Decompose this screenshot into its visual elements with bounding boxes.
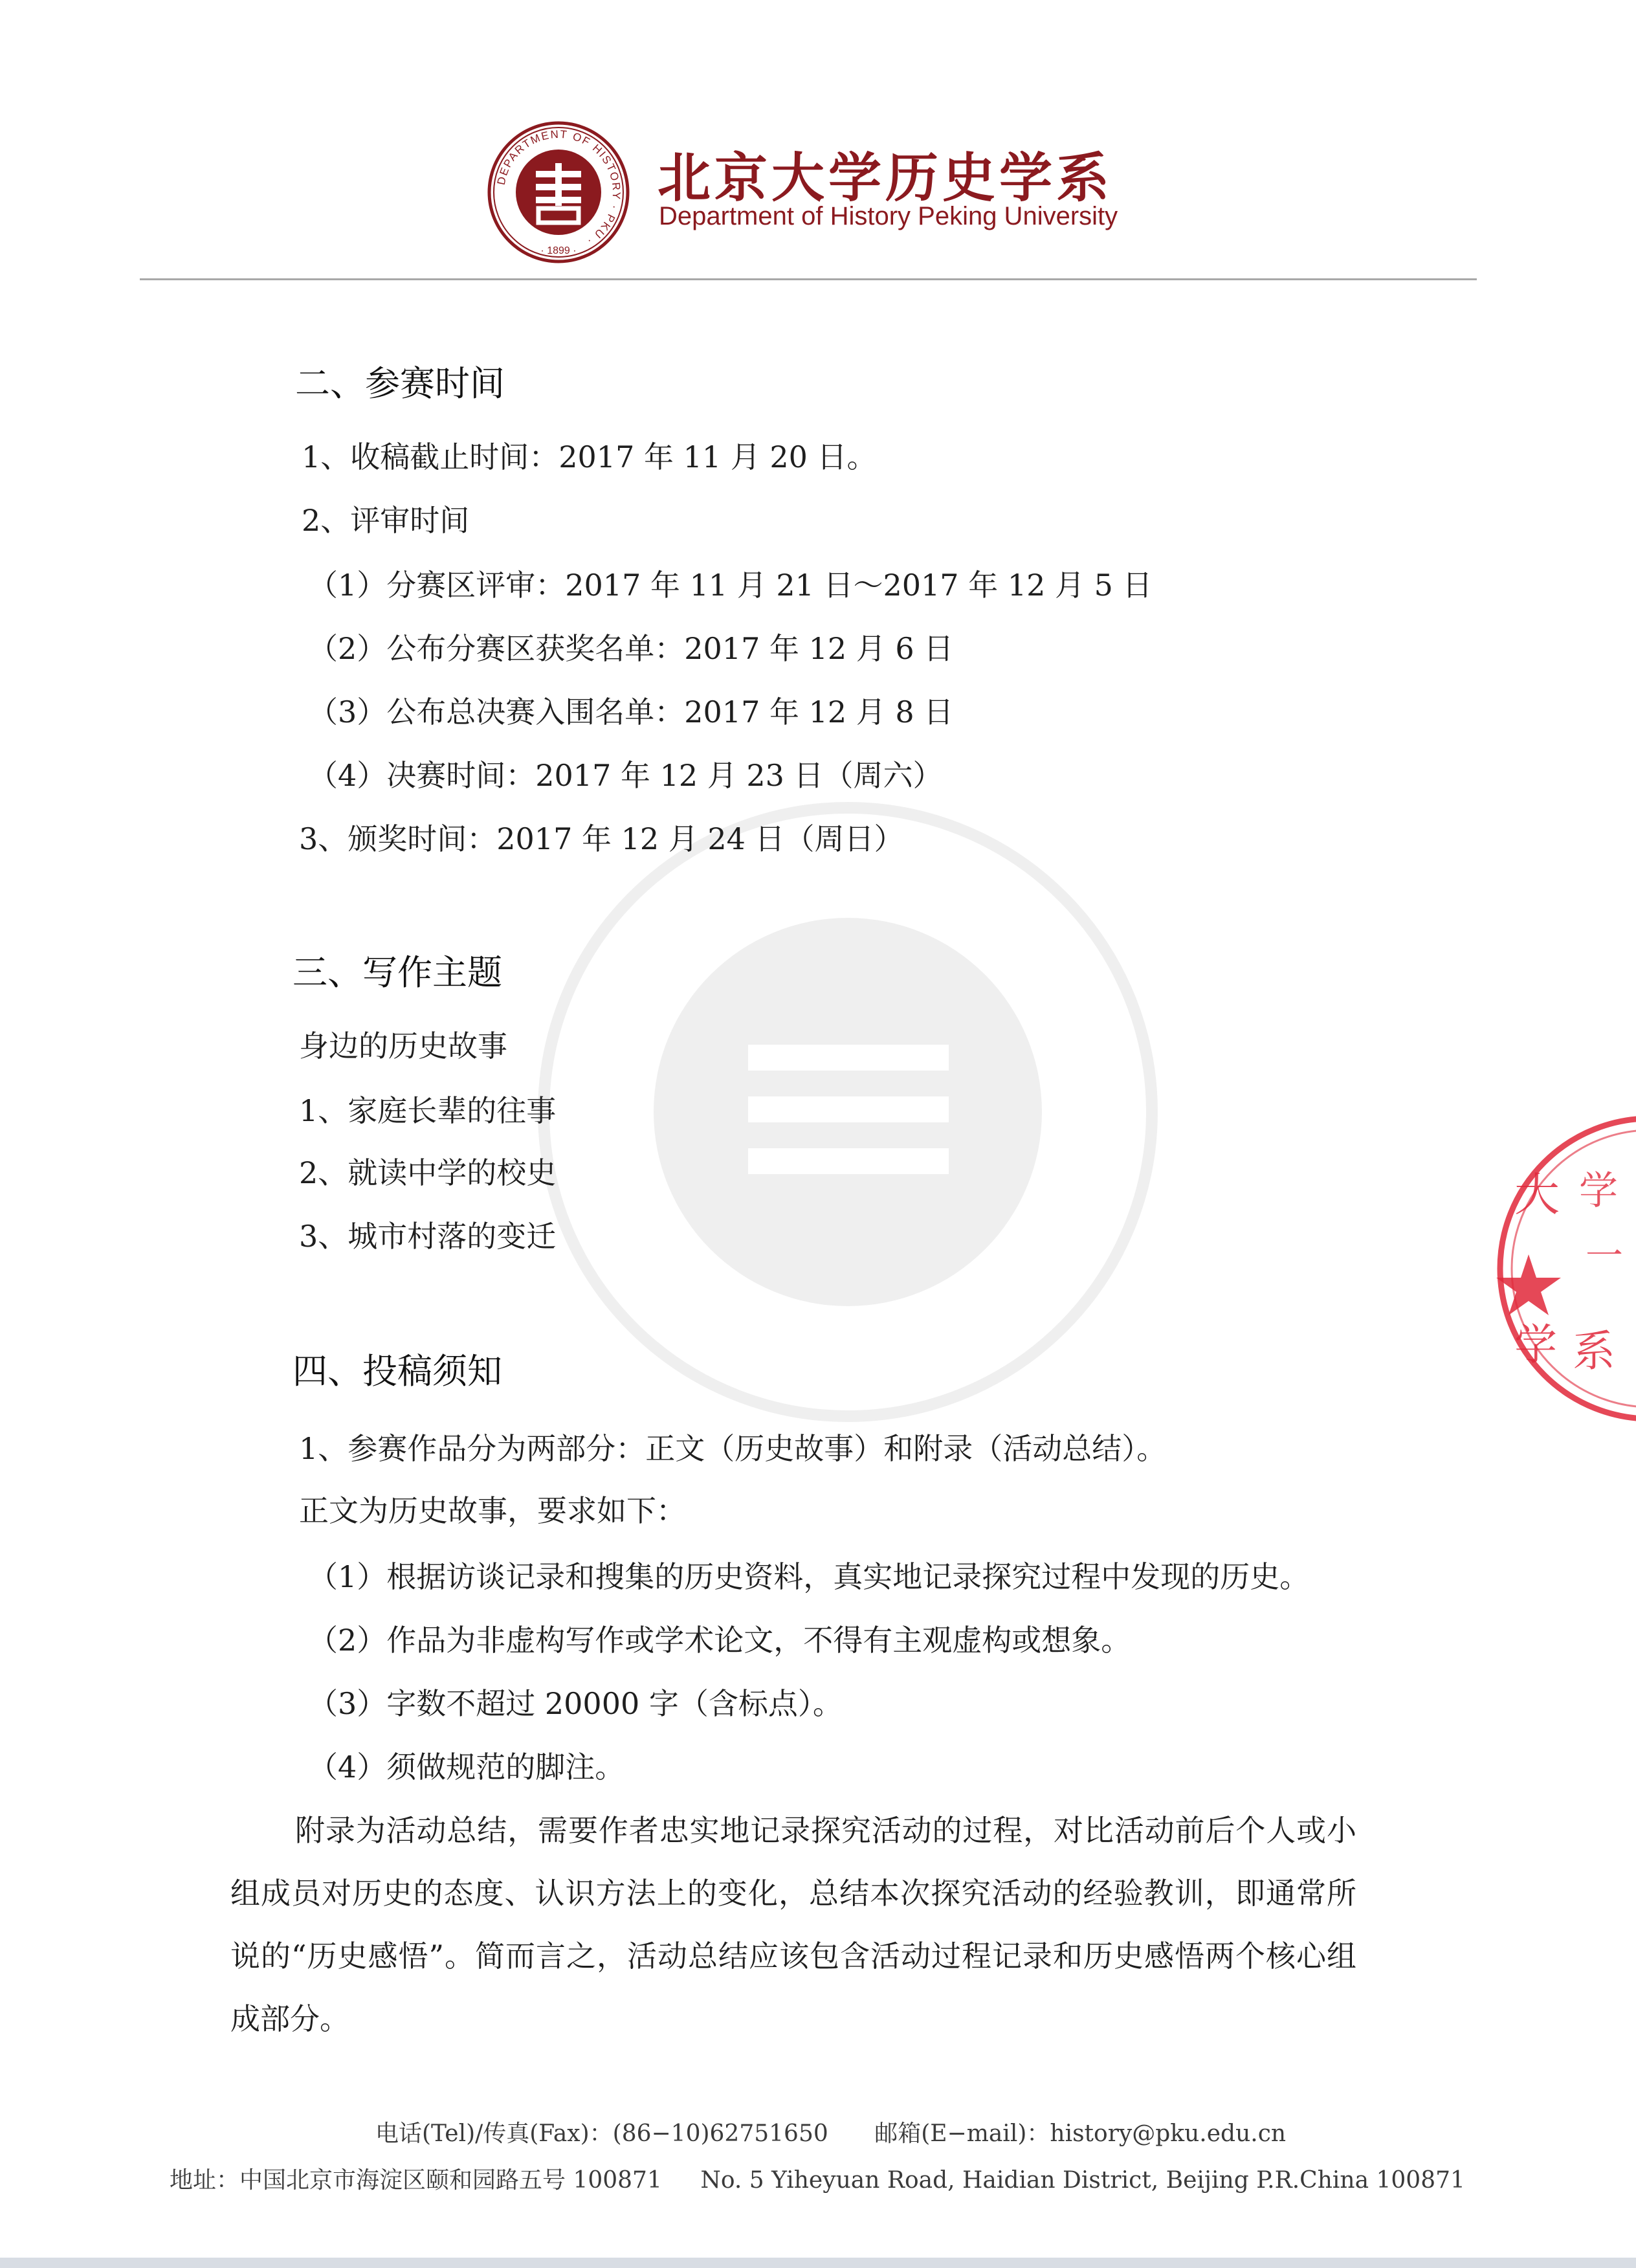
department-title-cn: 北京大学历史学系 — [658, 148, 1114, 209]
list-item: （1）分赛区评审：2017 年 11 月 21 日～2017 年 12 月 5 日 — [308, 568, 1153, 603]
list-item: 2、就读中学的校史 — [299, 1155, 557, 1190]
list-item: 1、参赛作品分为两部分：正文（历史故事）和附录（活动总结）。 — [299, 1431, 1167, 1466]
svg-text:DEPARTMENT OF HISTORY · PKU ·: DEPARTMENT OF HISTORY · PKU · — [494, 128, 623, 248]
list-item: （3）公布总决赛入围名单：2017 年 12 月 8 日 — [308, 695, 954, 729]
official-red-stamp — [1488, 1113, 1636, 1424]
list-item: 1、收稿截止时间：2017 年 11 月 20 日。 — [302, 439, 877, 474]
watermark-emblem — [535, 799, 1161, 1425]
list-item: 3、城市村落的变迁 — [299, 1219, 557, 1254]
svg-text:学: 学 — [1514, 1320, 1557, 1370]
department-seal-logo — [487, 120, 630, 264]
footer-email: 邮箱(E−mail)：history@pku.edu.cn — [874, 2120, 1287, 2147]
department-title-en: Department of History Peking University — [659, 202, 1118, 230]
svg-text:· 1899 ·: · 1899 · — [540, 245, 577, 256]
appendix-paragraph: 附录为活动总结，需要作者忠实地记录探究活动的过程，对比活动前后个人或小组成员对历史的态度、认识方法上的变化，总结本次探究活动的经验教训，即通常所说的“历史感悟”。简而言之，活动总结应该包含活动过程记录和历史感悟两个核心组成部分。 — [230, 1813, 1356, 2036]
svg-text:学: 学 — [1579, 1168, 1618, 1214]
section-heading-timeline: 二、参赛时间 — [295, 363, 505, 404]
footer-address-cn: 地址：中国北京市海淀区颐和园路五号 100871 — [170, 2167, 662, 2194]
list-item: （2）公布分赛区获奖名单：2017 年 12 月 6 日 — [308, 631, 954, 666]
list-item: （1）根据访谈记录和搜集的历史资料，真实地记录探究过程中发现的历史。 — [308, 1559, 1310, 1594]
svg-text:一: 一 — [1586, 1234, 1624, 1278]
list-item: （2）作品为非虚构写作或学术论文，不得有主观虚构或想象。 — [308, 1623, 1131, 1658]
svg-text:系: 系 — [1573, 1326, 1615, 1376]
header-divider — [140, 278, 1477, 280]
footer-address — [170, 2162, 1465, 2195]
section-heading-submission: 四、投稿须知 — [293, 1351, 502, 1392]
svg-text:大: 大 — [1514, 1168, 1560, 1221]
footer-phone: 电话(Tel)/传真(Fax)：(86−10)62751650 — [375, 2120, 828, 2147]
section-heading-theme: 三、写作主题 — [293, 952, 502, 993]
footer-contact — [375, 2115, 1286, 2148]
footer-address-en: No. 5 Yiheyuan Road, Haidian District, Beijing P.R.China 100871 — [700, 2167, 1465, 2194]
list-item: 2、评审时间 — [302, 503, 470, 538]
list-item: （4）须做规范的脚注。 — [308, 1750, 625, 1784]
list-item: （4）决赛时间：2017 年 12 月 23 日（周六） — [308, 758, 943, 793]
list-item: 3、颁奖时间：2017 年 12 月 24 日（周日） — [299, 821, 904, 856]
scan-edge — [0, 2258, 1636, 2268]
list-item: 正文为历史故事，要求如下： — [299, 1493, 686, 1528]
list-item: 1、家庭长辈的往事 — [299, 1093, 557, 1128]
list-item: （3）字数不超过 20000 字（含标点）。 — [308, 1686, 843, 1721]
theme-subtitle: 身边的历史故事 — [299, 1028, 507, 1063]
